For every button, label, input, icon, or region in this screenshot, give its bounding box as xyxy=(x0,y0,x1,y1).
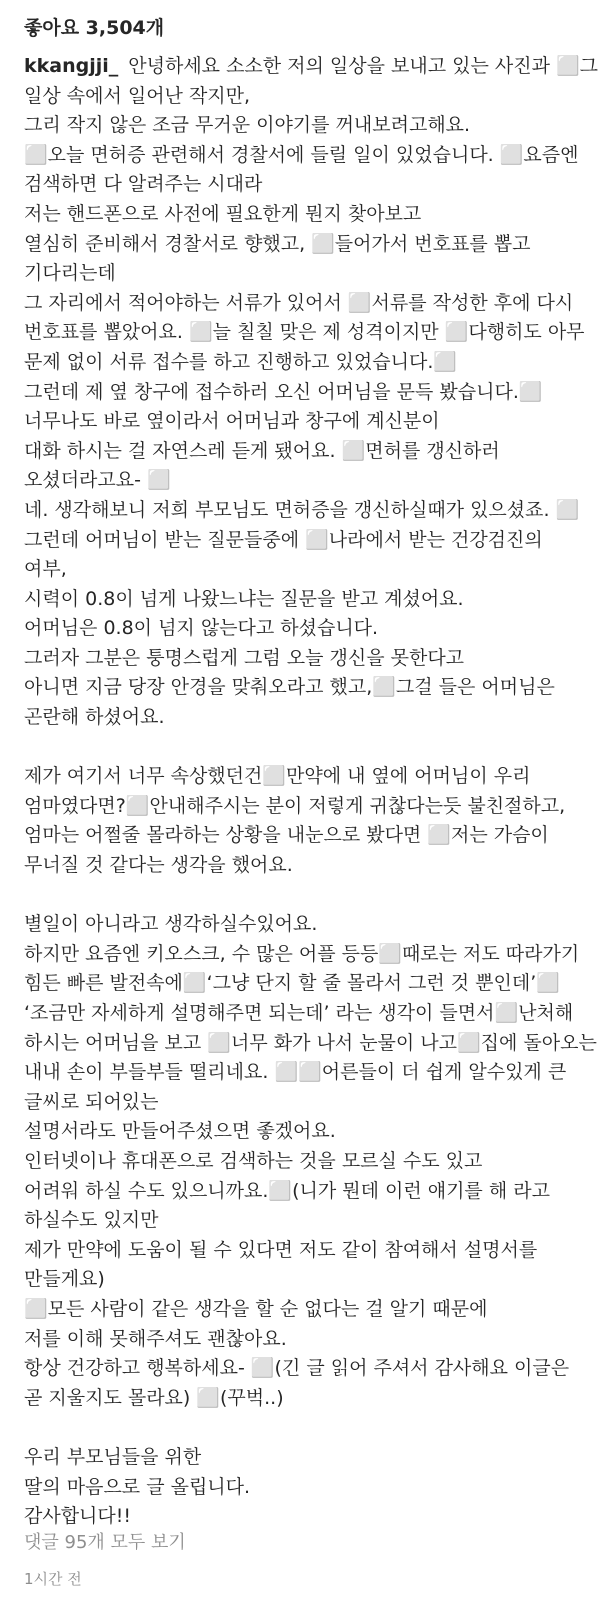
caption-line xyxy=(24,1058,584,1088)
caption-line-text: 시력이 0.8이 넘게 나왔느냐는 질문을 받고 계셨어요. xyxy=(24,587,464,610)
caption-line xyxy=(24,1354,584,1384)
caption-line xyxy=(24,230,584,260)
caption-line-text: 검색하면 다 알려주는 시대라 xyxy=(24,173,263,196)
caption-line xyxy=(24,407,584,437)
post-caption-section xyxy=(24,14,598,1532)
caption-line xyxy=(24,378,584,408)
caption-line-text: 그런데 어머님이 받는 질문들중에 ⬜나라에서 받는 건강검진의 xyxy=(24,528,543,551)
likes-count[interactable]: 좋아요 3,504개 xyxy=(24,17,165,39)
caption-line-text: 아니면 지금 당장 안경을 맞춰오라고 했고,⬜그걸 들은 어머님은 xyxy=(24,676,555,699)
caption-line-text: 그러자 그분은 퉁명스럽게 그럼 오늘 갱신을 못한다고 xyxy=(24,646,465,669)
caption-line-text: 하실수도 있지만 xyxy=(24,1209,159,1232)
caption-line-text: 항상 건강하고 행복하세요- ⬜(긴 글 읽어 주셔서 감사해요 이글은 xyxy=(24,1357,570,1380)
caption-line-text: 저는 핸드폰으로 사전에 필요한게 뭔지 찾아보고 xyxy=(24,202,422,225)
caption-line xyxy=(24,644,584,674)
caption-line xyxy=(24,940,584,970)
caption-line-text: 오셨더라고요- ⬜ xyxy=(24,469,171,492)
caption-line-text: 엄마였다면?⬜안내해주시는 분이 저렇게 귀찮다는듯 불친절하고, xyxy=(24,794,566,817)
caption-line xyxy=(24,1502,584,1532)
caption-line-text: 곧 지울지도 몰라요) ⬜(꾸벅..) xyxy=(24,1386,284,1409)
caption-line-text: 그리 작지 않은 조금 무거운 이야기를 꺼내보려고해요. xyxy=(24,114,471,137)
caption-line-text: 안녕하세요 소소한 저의 일상을 보내고 있는 사진과 ⬜그 xyxy=(128,55,598,77)
caption-line xyxy=(24,82,584,112)
caption-line xyxy=(24,910,584,940)
caption-line-text: 어머님은 0.8이 넘지 않는다고 하셨습니다. xyxy=(24,617,379,640)
caption-line-text: 곤란해 하셨어요. xyxy=(24,706,165,729)
caption-line-text: 저를 이해 못해주셔도 괜찮아요. xyxy=(24,1327,287,1350)
caption-line-text: ⬜오늘 면허증 관련해서 경찰서에 들릴 일이 있었습니다. ⬜요즘엔 xyxy=(24,143,579,166)
caption-line-text: 여부, xyxy=(24,558,67,581)
view-all-comments-link[interactable]: 댓글 95개 모두 보기 xyxy=(24,1532,186,1553)
caption-line xyxy=(24,585,584,615)
caption-line-text: 제가 만약에 도움이 될 수 있다면 저도 같이 참여해서 설명서를 xyxy=(24,1238,538,1261)
caption-line-text: 글씨로 되어있는 xyxy=(24,1090,159,1113)
caption-line xyxy=(24,1147,584,1177)
caption-line xyxy=(24,1088,584,1118)
caption-line xyxy=(24,1473,584,1503)
caption-line xyxy=(24,200,584,230)
caption-line-text: 그 자리에서 적어야하는 서류가 있어서 ⬜서류를 작성한 후에 다시 xyxy=(24,291,574,314)
caption-line-text: 그런데 제 옆 창구에 접수하러 오신 어머님을 문득 봤습니다.⬜ xyxy=(24,380,543,403)
caption-text xyxy=(24,52,598,1532)
caption-line-text: 기다리는데 xyxy=(24,262,116,285)
caption-line-text: ⬜모든 사람이 같은 생각을 할 순 없다는 걸 알기 때문에 xyxy=(24,1297,488,1320)
caption-line-text: 대화 하시는 걸 자연스레 듣게 됐어요. ⬜면허를 갱신하러 xyxy=(24,439,500,462)
caption-line-text: 우리 부모님들을 위한 xyxy=(24,1445,202,1468)
caption-line xyxy=(24,170,584,200)
caption-line xyxy=(24,614,584,644)
caption-line xyxy=(24,437,584,467)
caption-line xyxy=(24,289,584,319)
caption-line-text: 딸의 마음으로 글 올립니다. xyxy=(24,1475,251,1498)
caption-line-text: 하시는 어머님을 보고 ⬜너무 화가 나서 눈물이 나고⬜집에 돌아오는 xyxy=(24,1031,597,1054)
caption-line xyxy=(24,1384,584,1414)
caption-line-text: ‘조금만 자세하게 설명해주면 되는데’ 라는 생각이 들면서⬜난처해 xyxy=(24,1002,574,1024)
caption-line xyxy=(24,1265,584,1295)
caption-line-text: 힘든 빠른 발전속에⬜‘그냥 단지 할 줄 몰라서 그런 것 뿐인데’⬜ xyxy=(24,972,560,995)
caption-line xyxy=(24,673,584,703)
caption-line xyxy=(24,1325,584,1355)
caption-line-text: 어려워 하실 수도 있으니까요.⬜(니가 뭔데 이런 얘기를 해 라고 xyxy=(24,1179,550,1202)
caption-line xyxy=(24,1413,584,1443)
caption-line xyxy=(24,733,584,763)
caption-line xyxy=(24,526,584,556)
caption-line xyxy=(24,259,584,289)
caption-line xyxy=(24,1206,584,1236)
caption-line xyxy=(24,1177,584,1207)
caption-line xyxy=(24,1236,584,1266)
caption-line xyxy=(24,1443,584,1473)
caption-line-text: 하지만 요즘엔 키오스크, 수 많은 어플 등등⬜때로는 저도 따라가기 xyxy=(24,942,580,965)
caption-line-text: 엄마는 어쩔줄 몰라하는 상황을 내눈으로 봤다면 ⬜저는 가슴이 xyxy=(24,824,549,847)
caption-line-text: 번호표를 뽑았어요. ⬜늘 칠칠 맞은 제 성격이지만 ⬜다행히도 아무 xyxy=(24,321,585,344)
caption-line xyxy=(24,881,584,911)
caption-line xyxy=(24,318,584,348)
caption-line-text: 내내 손이 부들부들 떨리네요. ⬜⬜어른들이 더 쉽게 알수있게 큰 xyxy=(24,1061,567,1084)
caption-line xyxy=(24,1295,584,1325)
caption-line xyxy=(24,1029,597,1059)
caption-line-text: 인터넷이나 휴대폰으로 검색하는 것을 모르실 수도 있고 xyxy=(24,1149,483,1172)
caption-line xyxy=(24,792,584,822)
caption-line-text: 네. 생각해보니 저희 부모님도 면허증을 갱신하실때가 있으셨죠. ⬜ xyxy=(24,498,580,521)
caption-line xyxy=(24,52,598,82)
caption-line xyxy=(24,851,584,881)
username-link[interactable]: kkangjji_ xyxy=(24,55,119,77)
caption-line-text: 감사합니다!! xyxy=(24,1505,132,1528)
caption-line-text: 너무나도 바로 옆이라서 어머님과 창구에 계신분이 xyxy=(24,410,440,433)
caption-line xyxy=(24,703,584,733)
caption-line xyxy=(24,762,584,792)
caption-line xyxy=(24,969,584,999)
caption-line-text: 설명서라도 만들어주셨으면 좋겠어요. xyxy=(24,1120,336,1143)
caption-line-text: 만들게요) xyxy=(24,1268,105,1291)
caption-line xyxy=(24,111,584,141)
caption-line xyxy=(24,466,584,496)
caption-line-text: 일상 속에서 일어난 작지만, xyxy=(24,84,251,107)
caption-line xyxy=(24,999,584,1029)
caption-line xyxy=(24,555,584,585)
caption-line-text: 열심히 준비해서 경찰서로 향했고, ⬜들어가서 번호표를 뽑고 xyxy=(24,232,531,255)
caption-line xyxy=(24,141,584,171)
caption-line xyxy=(24,496,584,526)
caption-line-text: 제가 여기서 너무 속상했던건⬜만약에 내 옆에 어머님이 우리 xyxy=(24,765,531,788)
caption-line xyxy=(24,348,584,378)
caption-line-text: 별일이 아니라고 생각하실수있어요. xyxy=(24,913,318,936)
post-timestamp: 1시간 전 xyxy=(24,1570,82,1588)
caption-line xyxy=(24,821,584,851)
caption-line-text: 문제 없이 서류 접수를 하고 진행하고 있었습니다.⬜ xyxy=(24,350,458,373)
caption-line xyxy=(24,1117,584,1147)
caption-line-text: 무너질 것 같다는 생각을 했어요. xyxy=(24,854,293,877)
